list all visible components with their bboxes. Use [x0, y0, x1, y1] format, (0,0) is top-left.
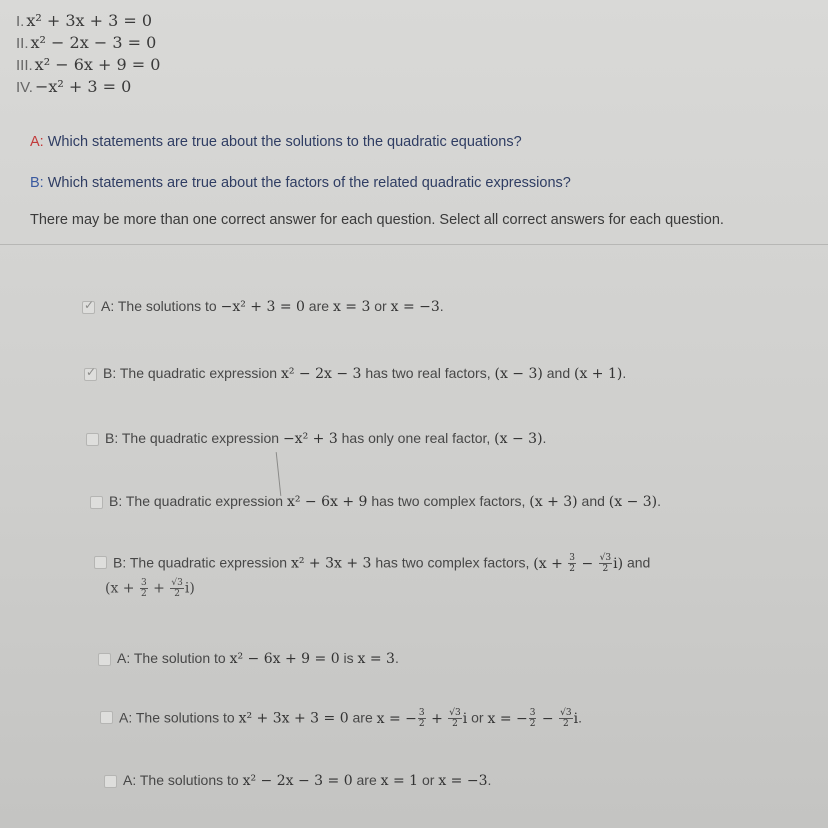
answer-option-7[interactable]: A: The solutions to x² + 3x + 3 = 0 are x = − $\frac{3}{2}$ + $\frac{√3}{2}$ i or x = − $\frac{3}{2}$ − $\frac{√3}{2}$ i.	[100, 708, 582, 729]
answer-option-3[interactable]: B: The quadratic expression −x² + 3 has only one real factor, (x − 3).	[86, 430, 546, 447]
checkbox-option-1[interactable]	[82, 301, 95, 314]
divider	[0, 244, 828, 245]
answer-option-4[interactable]: B: The quadratic expression x² − 6x + 9 has two complex factors, (x + 3) and (x − 3).	[90, 493, 661, 510]
answer-option-1[interactable]: ✓ A: The solutions to −x² + 3 = 0 are x = 3 or x = −3.	[82, 298, 444, 315]
equation-4: IV. −x² + 3 = 0	[16, 77, 132, 96]
checkbox-option-4[interactable]	[90, 496, 103, 509]
checkbox-option-8[interactable]	[104, 775, 117, 788]
checkbox-option-2[interactable]	[84, 368, 97, 381]
answer-option-5[interactable]: B: The quadratic expression x² + 3x + 3 has two complex factors, (x + $\frac{3}{2}$ − $\frac{√3}{2}$ i) and (x + $\frac{3}{2}$ + $\frac{√3}{2}$ i)	[94, 553, 650, 599]
answer-option-6[interactable]: A: The solution to x² − 6x + 9 = 0 is x = 3.	[98, 650, 399, 667]
equation-list	[16, 10, 160, 98]
equation-3: III. x² − 6x + 9 = 0	[16, 55, 161, 74]
checkbox-option-6[interactable]	[98, 653, 111, 666]
question-b-prompt: B: Which statements are true about the factors of the related quadratic expressions?	[30, 175, 571, 191]
pencil-mark	[276, 452, 282, 496]
checkbox-option-7[interactable]	[100, 711, 113, 724]
question-a-prompt: A: Which statements are true about the solutions to the quadratic equations?	[30, 134, 522, 150]
equation-2: II. x² − 2x − 3 = 0	[16, 33, 157, 52]
answer-option-8[interactable]: A: The solutions to x² − 2x − 3 = 0 are x = 1 or x = −3.	[104, 772, 491, 789]
instructions-text: There may be more than one correct answer for each question. Select all correct answers for each question.	[30, 212, 724, 228]
checkbox-option-5[interactable]	[94, 556, 107, 569]
checkbox-option-3[interactable]	[86, 433, 99, 446]
answer-option-2[interactable]: ✓ B: The quadratic expression x² − 2x − 3 has two real factors, (x − 3) and (x + 1).	[84, 365, 626, 382]
equation-1: I. x² + 3x + 3 = 0	[16, 11, 153, 30]
